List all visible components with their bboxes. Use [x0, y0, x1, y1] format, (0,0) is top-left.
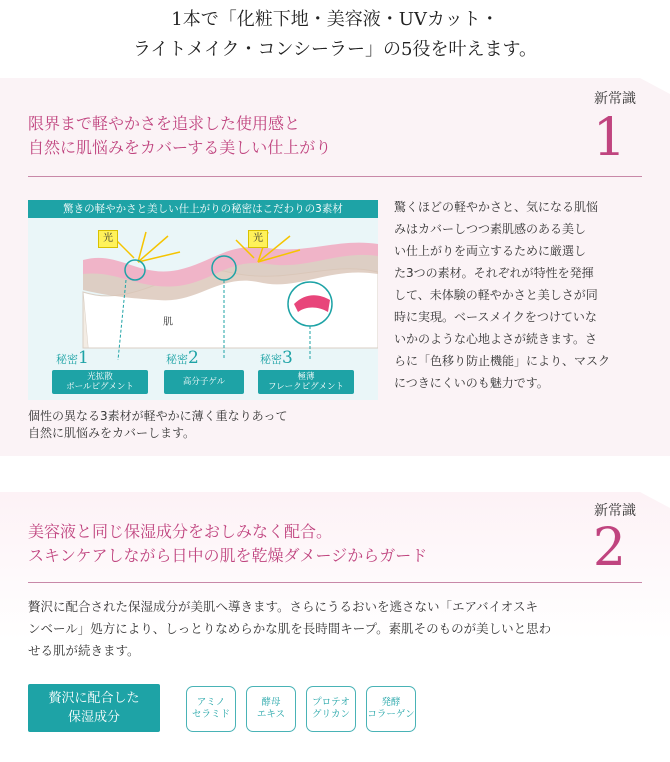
- pill-polymer-gel: [164, 370, 244, 394]
- pill-2-line-1: 高分子ゲル: [182, 377, 226, 387]
- chip-line-1: 発酵: [381, 697, 401, 708]
- section-heading: [28, 520, 427, 568]
- section-new-standard-2: [0, 492, 670, 762]
- pill-1-line-1: 光拡散: [87, 372, 113, 382]
- body-line: 贅沢に配合された保湿成分が美肌へ導きます。さらにうるおいを逃さない「エアバイオスキ: [28, 599, 539, 614]
- chip-line-2: コラーゲン: [367, 709, 415, 720]
- chip-line-2: グリカン: [312, 709, 350, 720]
- chip-line-1: プロテオ: [312, 697, 350, 708]
- body-line: いかのような心地よさが続きます。さ: [394, 332, 598, 346]
- chip-line-2: セラミド: [191, 709, 230, 720]
- badge-line-1: 贅沢に配合した: [48, 691, 140, 706]
- body-line: につきにくいのも魅力です。: [394, 376, 549, 390]
- body-line: せる肌が続きます。: [28, 643, 140, 658]
- caption-line-1: 個性の異なる3素材が軽やかに薄く重なりあって: [28, 409, 288, 423]
- light-rays: [116, 232, 300, 262]
- materials-diagram: [28, 200, 378, 400]
- light-label-1: 光: [98, 230, 118, 248]
- moisturizing-ingredients-badge: [28, 684, 160, 732]
- body-line: ンベール」処方により、しっとりなめらかな肌を長時間キープ。素肌そのものが美しいと思わ: [28, 621, 552, 636]
- ingredient-yeast-extract: [246, 686, 296, 732]
- chip-line-1: アミノ: [196, 697, 226, 708]
- body-line: みはカバーしつつ素肌感のある美し: [394, 222, 587, 236]
- secret-1-prefix: 秘密: [56, 353, 78, 366]
- section-new-standard-1: [0, 78, 670, 456]
- secret-2-label: [166, 348, 199, 368]
- section-number: 1: [592, 108, 626, 168]
- body-line: た3つの素材。それぞれが特性を発揮: [394, 266, 594, 280]
- skin-label: 肌: [163, 317, 173, 328]
- secret-2-number: 2: [188, 348, 199, 368]
- secret-1-label: [56, 348, 89, 368]
- section-divider: [28, 176, 642, 177]
- heading-line-2: 自然に肌悩みをカバーする美しい仕上がり: [28, 138, 332, 157]
- secret-2-prefix: 秘密: [166, 353, 188, 366]
- diagram-title: 驚きの軽やかさと美しい仕上がりの秘密はこだわりの3素材: [28, 200, 378, 218]
- section-divider: [28, 582, 642, 583]
- heading-line-1: 限界まで軽やかさを追求した使用感と: [28, 114, 301, 133]
- pill-ultrathin-flake-pigment: [258, 370, 354, 394]
- secret-3-number: 3: [282, 348, 293, 368]
- heading-line-2: スキンケアしながら日中の肌を乾燥ダメージからガード: [28, 546, 428, 565]
- badge-line-2: 保湿成分: [67, 710, 120, 725]
- body-line: らに「色移り防止機能」により、マスク: [394, 354, 611, 368]
- chip-line-1: 酵母: [261, 697, 281, 708]
- secret-3-prefix: 秘密: [260, 353, 282, 366]
- intro-line-1: 1本で「化粧下地・美容液・UVカット・: [171, 9, 499, 30]
- corner-notch: [640, 78, 670, 94]
- ingredient-fermented-collagen: [366, 686, 416, 732]
- ingredient-amino-ceramide: [186, 686, 236, 732]
- section-number: 2: [592, 518, 626, 578]
- pill-3-line-2: フレークピグメント: [267, 382, 345, 392]
- section-1-body: [394, 196, 644, 394]
- body-line: して、未体験の軽やかさと美しさが同: [394, 288, 598, 302]
- pill-3-line-1: 極薄: [297, 372, 315, 382]
- section-heading: [28, 112, 331, 160]
- light-label-2: 光: [248, 230, 268, 248]
- secret-1-number: 1: [78, 348, 89, 368]
- body-line: 時に実現。ベースメイクをつけていな: [394, 310, 597, 324]
- caption-line-2: 自然に肌悩みをカバーします。: [28, 426, 196, 440]
- body-line: い仕上がりを両立するために厳選し: [394, 244, 587, 258]
- section-2-body: [28, 596, 644, 662]
- corner-notch: [640, 492, 670, 508]
- intro-title: [0, 0, 670, 75]
- pill-light-diffusing-ball-pigment: [52, 370, 148, 394]
- ingredient-proteoglycan: [306, 686, 356, 732]
- heading-line-1: 美容液と同じ保湿成分をおしみなく配合。: [28, 522, 333, 541]
- secret-3-label: [260, 348, 293, 368]
- new-standard-label: 新常識: [594, 503, 636, 519]
- chip-line-2: エキス: [256, 709, 286, 720]
- pill-1-line-2: ボールピグメント: [66, 382, 134, 392]
- new-standard-label: 新常識: [594, 91, 636, 107]
- diagram-caption: [28, 408, 378, 442]
- intro-line-2: ライトメイク・コンシーラー」の5役を叶えます。: [132, 39, 538, 60]
- body-line: 驚くほどの軽やかさと、気になる肌悩: [394, 200, 599, 214]
